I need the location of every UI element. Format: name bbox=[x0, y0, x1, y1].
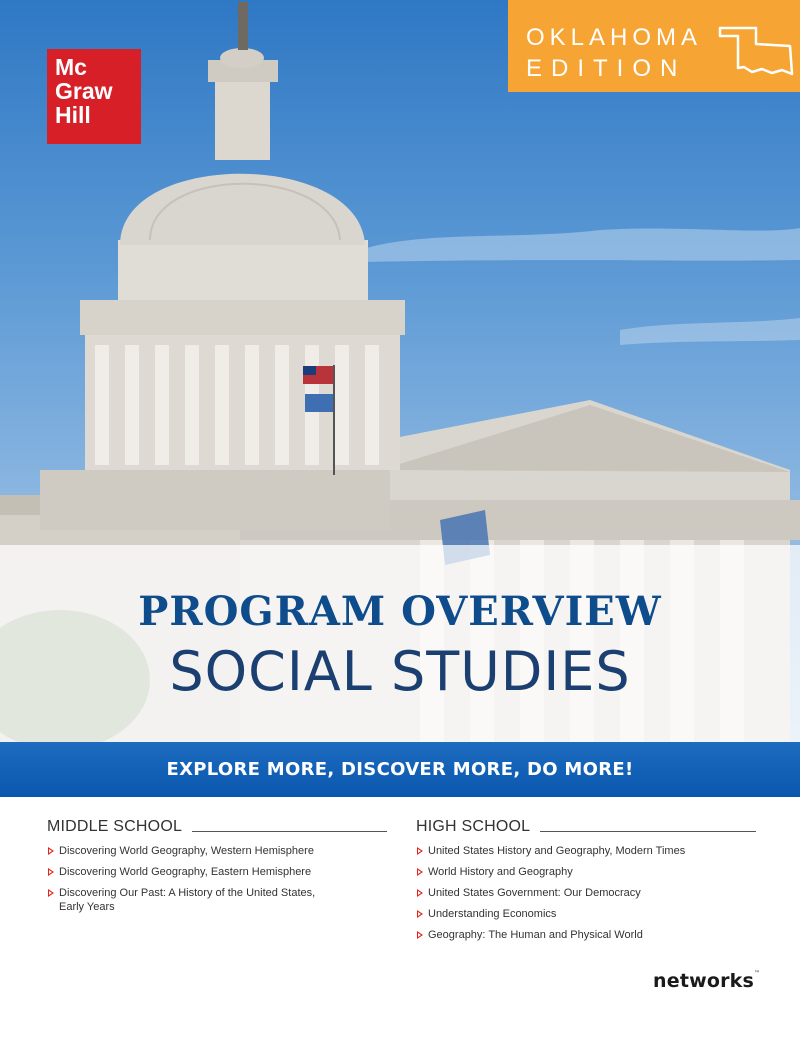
logo-line-3: Hill bbox=[55, 102, 91, 128]
tagline-banner: EXPLORE MORE, DISCOVER MORE, DO MORE! bbox=[0, 742, 800, 797]
divider bbox=[540, 831, 756, 832]
divider bbox=[192, 831, 387, 832]
page-subtitle: SOCIAL STUDIES bbox=[169, 640, 631, 703]
list-item bbox=[416, 907, 756, 921]
list-item-text: World History and Geography bbox=[428, 866, 573, 878]
triangle-bullet-icon bbox=[48, 868, 54, 876]
trademark-mark: ™ bbox=[754, 970, 761, 977]
high-school-heading: HIGH SCHOOL bbox=[416, 818, 531, 835]
edition-badge bbox=[508, 0, 800, 92]
triangle-bullet-icon bbox=[417, 847, 423, 855]
logo-line-2: Graw bbox=[55, 78, 113, 104]
list-item bbox=[47, 865, 387, 879]
list-item bbox=[416, 928, 756, 942]
page-title: PROGRAM OVERVIEW bbox=[138, 588, 662, 635]
list-item-text: Discovering Our Past: A History of the United States, Early Years bbox=[59, 887, 316, 913]
logo-line-1: Mc bbox=[55, 54, 87, 80]
triangle-bullet-icon bbox=[417, 868, 423, 876]
list-item bbox=[416, 886, 756, 900]
section-header bbox=[47, 817, 387, 837]
high-school-list bbox=[416, 844, 756, 942]
section-header bbox=[416, 817, 756, 837]
list-item-text: Discovering World Geography, Eastern Hemisphere bbox=[59, 866, 312, 878]
list-item-text: United States History and Geography, Modern Times bbox=[428, 845, 686, 857]
list-item-text: Discovering World Geography, Western Hemisphere bbox=[59, 845, 314, 857]
edition-label: EDITION bbox=[526, 55, 687, 82]
oklahoma-state-outline-icon bbox=[716, 18, 794, 80]
mcgraw-hill-logo bbox=[47, 49, 141, 144]
triangle-bullet-icon bbox=[417, 889, 423, 897]
networks-logo-text: networks bbox=[653, 970, 755, 992]
list-item bbox=[416, 865, 756, 879]
edition-state: OKLAHOMA bbox=[526, 24, 703, 51]
triangle-bullet-icon bbox=[417, 931, 423, 939]
triangle-bullet-icon bbox=[48, 889, 54, 897]
networks-logo bbox=[653, 970, 760, 992]
triangle-bullet-icon bbox=[417, 910, 423, 918]
list-item-text: United States Government: Our Democracy bbox=[428, 887, 641, 899]
list-item-text: Geography: The Human and Physical World bbox=[428, 929, 643, 941]
list-item bbox=[47, 886, 337, 914]
high-school-section bbox=[416, 817, 756, 942]
list-item-text: Understanding Economics bbox=[428, 908, 557, 920]
middle-school-section bbox=[47, 817, 387, 914]
middle-school-list bbox=[47, 844, 387, 914]
triangle-bullet-icon bbox=[48, 847, 54, 855]
list-item bbox=[416, 844, 756, 858]
list-item bbox=[47, 844, 387, 858]
middle-school-heading: MIDDLE SCHOOL bbox=[47, 818, 183, 835]
